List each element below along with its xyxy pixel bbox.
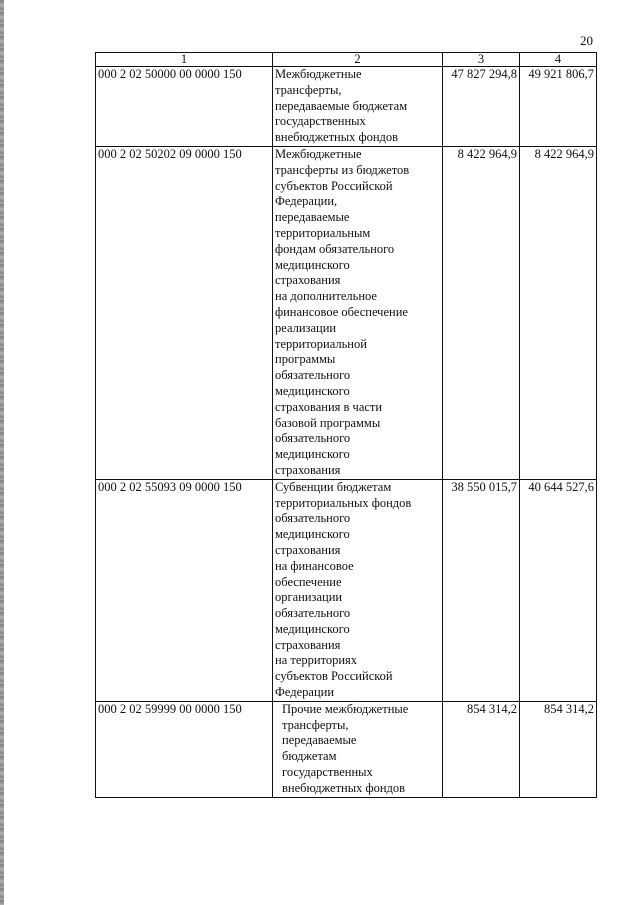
budget-code-cell: 000 2 02 50000 00 0000 150 [96,67,273,147]
amount-column-4-cell: 49 921 806,7 [520,67,597,147]
revenue-name-cell: Межбюджетные трансферты, передаваемые бюджетам государственных внебюджетных фондов [273,67,443,147]
table-row [96,701,597,797]
column-header-4: 4 [520,53,597,67]
budget-code-cell: 000 2 02 50202 09 0000 150 [96,146,273,479]
table-row [96,67,597,147]
budget-code-cell: 000 2 02 55093 09 0000 150 [96,479,273,701]
revenue-name-cell: Прочие межбюджетные трансферты, передаваемые бюджетам государственных внебюджетных фондов [273,701,443,797]
budget-code-cell: 000 2 02 59999 00 0000 150 [96,701,273,797]
scan-edge-shadow [0,0,4,905]
amount-column-3-cell: 854 314,2 [443,701,520,797]
amount-column-3-cell: 38 550 015,7 [443,479,520,701]
table-row [96,479,597,701]
amount-column-4-cell: 854 314,2 [520,701,597,797]
amount-column-4-cell: 40 644 527,6 [520,479,597,701]
table-header-row [96,53,597,67]
column-header-2: 2 [273,53,443,67]
revenue-name-cell: Межбюджетные трансферты из бюджетов субъектов Российской Федерации, передаваемые территориальным фондам обязательного медицинского страхования на дополнительное финансовое обеспечение реализации территориальной программы обязательного медицинского страхования в части базовой программы обязательного медицинского страхования [273,146,443,479]
table-row [96,146,597,479]
column-header-1: 1 [96,53,273,67]
budget-revenue-table [95,52,597,798]
revenue-name-cell: Субвенции бюджетам территориальных фондов обязательного медицинского страхования на финансовое обеспечение организации обязательного медицинского страхования на территориях субъектов Российской Федерации [273,479,443,701]
amount-column-3-cell: 8 422 964,9 [443,146,520,479]
amount-column-4-cell: 8 422 964,9 [520,146,597,479]
amount-column-3-cell: 47 827 294,8 [443,67,520,147]
page-number: 20 [580,33,593,48]
column-header-3: 3 [443,53,520,67]
